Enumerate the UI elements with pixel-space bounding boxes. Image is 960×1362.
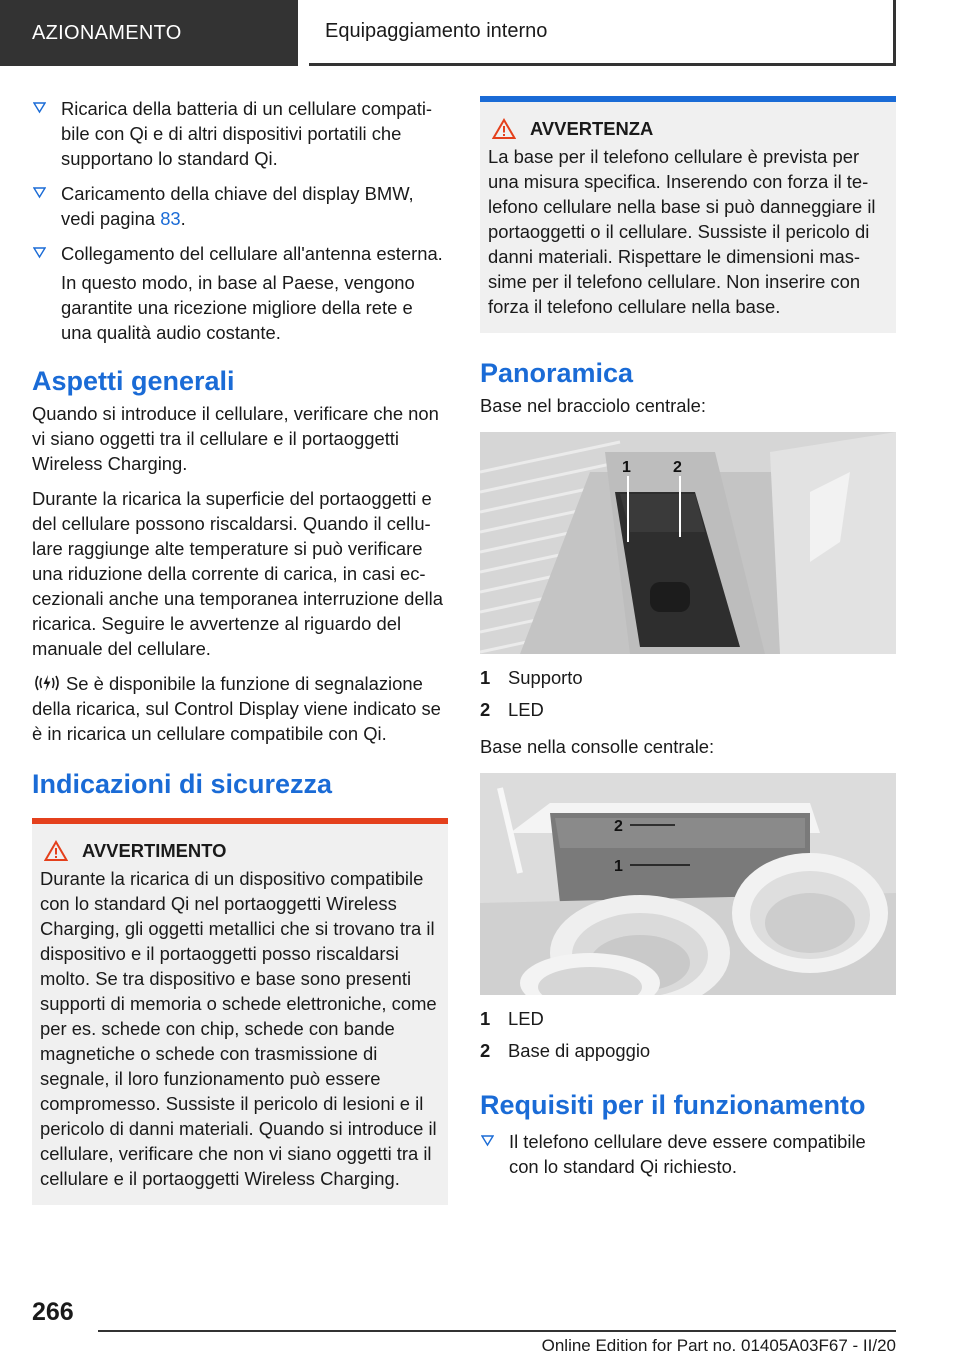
caution-triangle-icon	[492, 118, 516, 140]
section-tab	[0, 0, 298, 66]
callout-2: 2	[673, 459, 682, 476]
console-charging-photo	[480, 773, 896, 995]
legend-text: LED	[508, 699, 544, 720]
legend-number: 2	[480, 699, 491, 720]
warning-text: Durante la ricarica di un dispositivo compatibile con lo standard Qi nel portaoggetti Wireless Charging, gli oggetti metallici che si trovano tra il dispositivo e il portaoggetti posso riscaldarsi molto. Se tra dispositivo e base sono presenti supporti di memoria o schede elettroniche, come per es. schede con chip, schede con bande magnetiche o schede con trasmissione di segnale, il loro funzionamento può essere compromesso. Sussiste il pericolo di lesioni e il pericolo di danni materiali. Quando si introduce il cellulare, verificare che non vi siano oggetti tra il cellulare e il portaoggetti Wireless Charging.	[40, 868, 437, 1189]
legend-number: 1	[480, 1008, 491, 1029]
armrest-charging-photo	[480, 432, 896, 654]
section-title: AZIONAMENTO	[32, 21, 182, 44]
paragraph-text: Se è disponibile la funzione di segnalazione della ricarica, sul Control Display viene indicato se è in ricarica un cellulare compatibile con Qi.	[32, 673, 441, 744]
list-item-subtext: In questo modo, in base al Paese, vengono garantite una ricezione migliore della rete e una qualità audio costante.	[61, 272, 415, 343]
callout-2: 2	[614, 818, 623, 835]
heading-general: Aspetti generali	[32, 366, 235, 396]
legend-text: LED	[508, 1008, 544, 1029]
triangle-bullet-icon	[33, 101, 46, 114]
warning-header	[40, 840, 440, 862]
warning-triangle-icon	[44, 840, 68, 862]
heading-requirements: Requisiti per il funzionamento	[480, 1090, 866, 1120]
legend-item	[480, 1003, 896, 1035]
list-item-end: .	[180, 208, 186, 229]
triangle-bullet-icon	[481, 1134, 494, 1147]
page-number: 266	[32, 1298, 74, 1326]
warning-title: AVVERTIMENTO	[82, 840, 227, 861]
triangle-bullet-icon	[33, 186, 46, 199]
legend-item	[480, 1035, 896, 1067]
right-column	[480, 96, 896, 1189]
paragraph: Durante la ricarica la superficie del portaoggetti e del cellulare possono riscaldarsi. Quando il cellu-lare raggiunge alte temperature si può verificare una riduzione della corrente di carica, in casi ec-cezionali anche una temporanea interruzione della ricarica. Seguire le avvertenze al riguardo del manuale del cellulare.	[32, 488, 443, 659]
legend-item	[480, 694, 896, 726]
legend-number: 1	[480, 667, 491, 688]
triangle-bullet-icon	[33, 246, 46, 259]
caution-title: AVVERTENZA	[530, 118, 654, 139]
list-item-text: Il telefono cellulare deve essere compatibile con lo standard Qi richiesto.	[509, 1131, 866, 1177]
caution-text: La base per il telefono cellulare è prevista per una misura specifica. Inserendo con forza il te-lefono cellulare nella base si può danneggiare il portaoggetti o il cellulare. Sussiste il pericolo di danni materiali. Rispettare le dimensioni mas-sime per il telefono cellulare. Non inserire con forza il telefono cellulare nella base.	[488, 146, 876, 317]
paragraph	[32, 671, 448, 746]
list-item	[32, 241, 448, 266]
left-column	[32, 96, 448, 1205]
legend-text: Supporto	[508, 667, 583, 688]
paragraph: Base nella consolle centrale:	[480, 736, 715, 757]
list-item	[32, 181, 448, 231]
list-item-text: Ricarica della batteria di un cellulare compati-bile con Qi e di altri dispositivi portatili che supportano lo standard Qi.	[61, 98, 433, 169]
edition-note: Online Edition for Part no. 01405A03F67 - II/20	[541, 1336, 896, 1355]
callout-1: 1	[622, 459, 631, 476]
caution-header	[488, 118, 888, 140]
chapter-title: Equipaggiamento interno	[325, 20, 548, 42]
legend-item	[480, 662, 896, 694]
legend-number: 2	[480, 1040, 491, 1061]
wireless-charging-icon	[32, 673, 62, 693]
paragraph: Base nel bracciolo centrale:	[480, 395, 706, 416]
page-link[interactable]: 83	[160, 208, 181, 229]
legend-text: Base di appoggio	[508, 1040, 651, 1061]
heading-safety: Indicazioni di sicurezza	[32, 769, 333, 799]
list-item	[480, 1129, 896, 1179]
footer-divider	[98, 1330, 896, 1332]
paragraph: Quando si introduce il cellulare, verificare che non vi siano oggetti tra il cellulare e il portaoggetti Wireless Charging.	[32, 403, 439, 474]
chapter-tab	[309, 0, 896, 66]
list-item	[32, 96, 448, 171]
heading-overview: Panoramica	[480, 358, 634, 388]
list-item-text: Caricamento della chiave del display BMW, vedi pagina	[61, 183, 414, 229]
caution-box	[480, 96, 896, 333]
callout-1: 1	[614, 858, 623, 875]
warning-box	[32, 818, 448, 1205]
list-item-text: Collegamento del cellulare all'antenna esterna.	[61, 243, 443, 264]
